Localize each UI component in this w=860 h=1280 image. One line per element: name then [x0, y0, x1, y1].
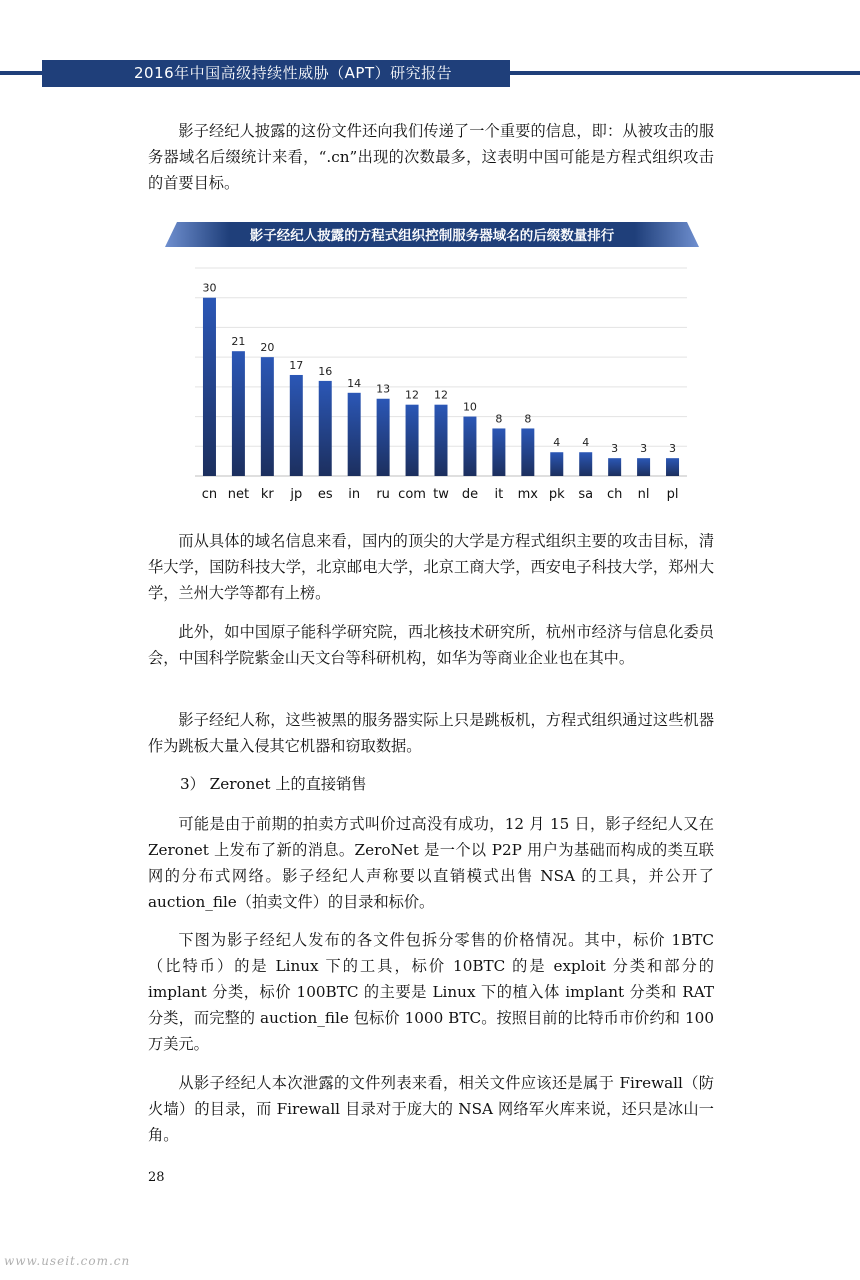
chart-x-tick-nl: nl [637, 487, 650, 502]
running-header: 2016年中国高级持续性威胁（APT）研究报告 [42, 60, 510, 87]
chart-data-label-net: 21 [231, 335, 246, 349]
page-number: 28 [148, 1170, 165, 1185]
chart-bar-es [319, 381, 332, 476]
chart-bar-kr [261, 357, 274, 476]
paragraph-7: 从影子经纪人本次泄露的文件列表来看，相关文件应该还是属于 Firewall（防火墙）的目录，而 Firewall 目录对于庞大的 NSA 网络军火库来说，还只是冰山一角。 [148, 1074, 714, 1144]
chart-x-tick-sa: sa [578, 487, 594, 502]
chart-x-tick-pl: pl [666, 487, 679, 502]
chart-data-label-nl: 3 [640, 442, 648, 456]
chart-x-tick-it: it [494, 487, 504, 502]
chart-bar-cn [203, 298, 216, 476]
chart-x-tick-cn: cn [201, 487, 218, 502]
watermark: www.useit.com.cn [4, 1254, 131, 1268]
chart-data-label-tw: 12 [434, 388, 448, 402]
chart-x-tick-jp: jp [290, 487, 303, 502]
chart-data-label-kr: 20 [260, 341, 275, 355]
chart-bar-sa [579, 452, 592, 476]
chart-x-tick-es: es [317, 487, 333, 502]
chart-data-label-jp: 17 [289, 358, 304, 372]
paragraph-4: 影子经纪人称，这些被黑的服务器实际上只是跳板机，方程式组织通过这些机器作为跳板大量入侵其它机器和窃取数据。 [148, 711, 714, 755]
paragraph-3: 此外，如中国原子能科学研究院，西北核技术研究所，杭州市经济与信息化委员会，中国科学院紫金山天文台等科研机构，如华为等商业企业也在其中。 [148, 623, 714, 667]
chart-bar-nl [637, 458, 650, 476]
chart-data-label-com: 12 [405, 388, 420, 402]
bar-chart [165, 218, 699, 508]
chart-bar-de [463, 417, 476, 476]
paragraph-2: 而从具体的域名信息来看，国内的顶尖的大学是方程式组织主要的攻击目标，清华大学，国防科技大学，北京邮电大学，北京工商大学，西安电子科技大学，郑州大学，兰州大学等都有上榜。 [148, 532, 714, 602]
chart-svg [165, 218, 699, 508]
chart-data-label-pl: 3 [669, 442, 677, 456]
chart-x-tick-labels [202, 487, 679, 502]
chart-data-label-in: 14 [347, 376, 362, 390]
paragraph-6: 下图为影子经纪人发布的各文件包拆分零售的价格情况。其中，标价 1BTC （比特币）的是 Linux 下的工具，标价 10BTC 的是 exploit 分类和部分的 implant 分类，标价 100BTC 的主要是 Linux 下的植入体 implant 分类和 RAT 分类，而完整的 auction_file 包标价 1000 BTC。按照目前的比特币市价约和 100 万美元。 [148, 931, 714, 1053]
chart-title-banner [165, 222, 699, 247]
chart-bar-com [406, 405, 419, 476]
chart-data-label-pk: 4 [553, 436, 561, 450]
paragraph-1: 影子经纪人披露的这份文件还向我们传递了一个重要的信息，即：从被攻击的服务器域名后缀统计来看，“.cn”出现的次数最多，这表明中国可能是方程式组织攻击的首要目标。 [148, 122, 714, 192]
chart-bar-pl [666, 458, 679, 476]
chart-data-label-es: 16 [318, 364, 333, 378]
chart-bar-tw [435, 405, 448, 476]
chart-x-tick-ch: ch [606, 487, 623, 502]
chart-data-label-mx: 8 [524, 412, 532, 426]
chart-x-tick-net: net [227, 487, 250, 502]
chart-bar-it [492, 428, 505, 476]
chart-x-tick-kr: kr [260, 487, 274, 502]
chart-title: 影子经纪人披露的方程式组织控制服务器域名的后缀数量排行 [249, 228, 615, 244]
paragraph-5: 可能是由于前期的拍卖方式叫价过高没有成功，12 月 15 日，影子经纪人又在 Zeronet 上发布了新的消息。ZeroNet 是一个以 P2P 用户为基础而构成的类互联网的分布式网络。影子经纪人声称要以直销模式出售 NSA 的工具，并公开了 auction_file（拍卖文件）的目录和标价。 [148, 815, 714, 911]
chart-data-label-it: 8 [495, 412, 503, 426]
chart-x-tick-ru: ru [376, 487, 390, 502]
chart-x-tick-in: in [348, 487, 361, 502]
section-subheading: 3） Zeronet 上的直接销售 [180, 775, 367, 793]
chart-data-label-ch: 3 [611, 442, 619, 456]
chart-bar-pk [550, 452, 563, 476]
chart-bar-in [348, 393, 361, 476]
chart-data-label-sa: 4 [582, 436, 590, 450]
chart-x-tick-de: de [461, 487, 479, 502]
chart-x-tick-tw: tw [433, 487, 449, 502]
chart-data-label-cn: 30 [202, 281, 217, 295]
chart-bar-ch [608, 458, 621, 476]
chart-bar-net [232, 351, 245, 476]
chart-bar-mx [521, 428, 534, 476]
chart-bar-jp [290, 375, 303, 476]
chart-data-label-ru: 13 [376, 382, 391, 396]
chart-x-tick-mx: mx [517, 487, 539, 502]
chart-x-tick-com: com [398, 487, 426, 502]
chart-bar-ru [377, 399, 390, 476]
chart-data-label-de: 10 [462, 400, 477, 414]
chart-x-tick-pk: pk [548, 487, 565, 502]
